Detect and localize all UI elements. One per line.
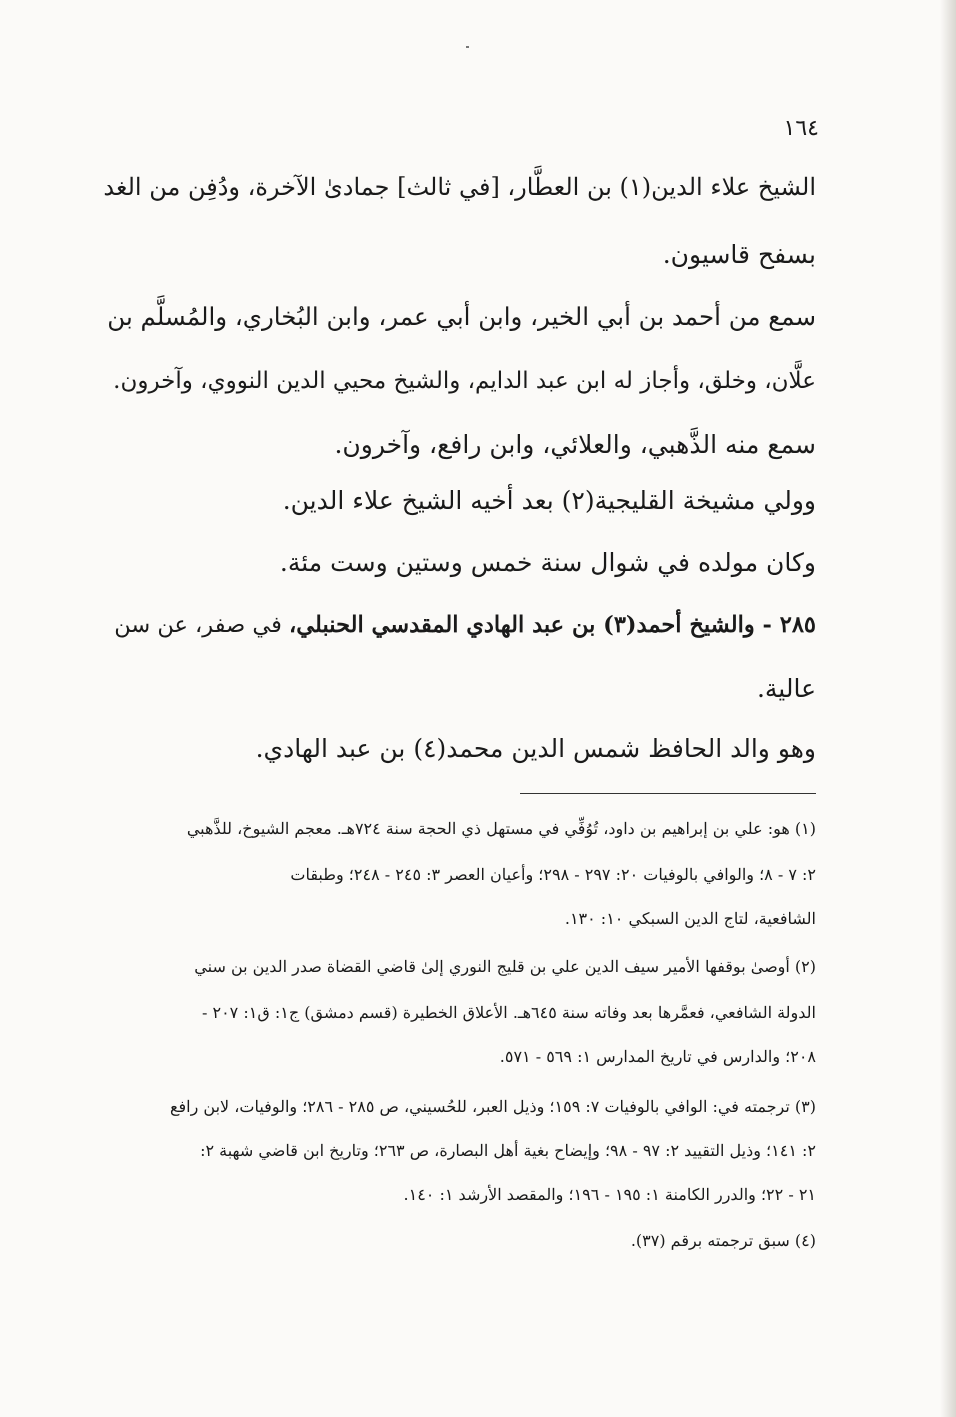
- footnote-2-line-2: الدولة الشافعي، فعمَّرها بعد وفاته سنة ٦٤٥هـ. الأعلاق الخطيرة (قسم دمشق) ج١: ق١: ٢٠٧ -: [201, 1003, 816, 1022]
- footnote-1-line-1: (١) هو: علي بن إبراهيم بن داود، تُوُفِّي في مستهل ذي الحجة سنة ٧٢٤هـ. معجم الشيوخ، للذَّهبي: [186, 819, 816, 838]
- footnote-3-line-2: ٢: ١٤١؛ وذيل التقييد ٢: ٩٧ - ٩٨؛ وإيضاح بغية أهل البصارة، ص ٢٦٣؛ وتاريخ ابن قاضي شهبة ٢:: [200, 1141, 816, 1160]
- footnote-3-line-3: ٢١ - ٢٢؛ والدرر الكامنة ١: ١٩٥ - ١٩٦؛ والمقصد الأرشد ١: ١٤٠.: [403, 1185, 816, 1204]
- body-line-9: عالية.: [756, 674, 816, 703]
- footnote-3-line-1: (٣) ترجمته في: الوافي بالوفيات ٧: ١٥٩؛ وذيل العبر، للحُسيني، ص ٢٨٥ - ٢٨٦؛ والوفيات، لابن رافع: [169, 1097, 816, 1116]
- body-line-5: سمع منه الذَّهبي، والعلائي، وابن رافع، وآخرون.: [334, 430, 816, 459]
- scan-speck: [466, 46, 469, 48]
- footnote-separator: [520, 793, 816, 794]
- footnote-2-line-1: (٢) أوصىٰ بوقفها الأمير سيف الدين علي بن قليج النوري إلىٰ قاضي القضاة صدر الدين بن سني: [194, 957, 816, 976]
- body-line-10: وهو والد الحافظ شمس الدين محمد(٤) بن عبد الهادي.: [255, 734, 816, 763]
- footnote-1-line-3: الشافعية، لتاج الدين السبكي ١٠: ١٣٠.: [564, 909, 816, 928]
- page-edge-shadow: [940, 0, 956, 1417]
- footnote-4-line-1: (٤) سبق ترجمته برقم (٣٧).: [630, 1231, 816, 1250]
- body-line-1: الشيخ علاء الدين(١) بن العطَّار، [في ثالث] جمادىٰ الآخرة، ودُفِن من الغد: [103, 173, 816, 201]
- body-line-3: سمع من أحمد بن أبي الخير، وابن أبي عمر، وابن البُخاري، والمُسلَّم بن: [107, 302, 816, 331]
- entry-285-line: [100, 608, 816, 642]
- footnote-1-line-2: ٢: ٧ - ٨؛ والوافي بالوفيات ٢٠: ٢٩٧ - ٢٩٨؛ وأعيان العصر ٣: ٢٤٥ - ٢٤٨؛ وطبقات: [290, 865, 816, 884]
- body-line-6: وولي مشيخة القليجية(٢) بعد أخيه الشيخ علاء الدين.: [282, 486, 816, 515]
- entry-285-heading: ٢٨٥ - والشيخ أحمد(٣) بن عبد الهادي المقدسي الحنبلي،: [289, 612, 816, 638]
- page-number: ١٦٤: [783, 116, 819, 141]
- footnote-2-line-3: ٢٠٨؛ والدارس في تاريخ المدارس ١: ٥٦٩ - ٥٧١.: [499, 1047, 816, 1066]
- entry-285-text: في صفر، عن سن: [114, 612, 290, 638]
- body-line-7: وكان مولده في شوال سنة خمس وستين وست مئة.: [279, 548, 816, 577]
- body-line-2: بسفح قاسيون.: [662, 240, 816, 269]
- body-line-4: علَّان، وخلق، وأجاز له ابن عبد الدايم، والشيخ محيي الدين النووي، وآخرون.: [113, 368, 816, 394]
